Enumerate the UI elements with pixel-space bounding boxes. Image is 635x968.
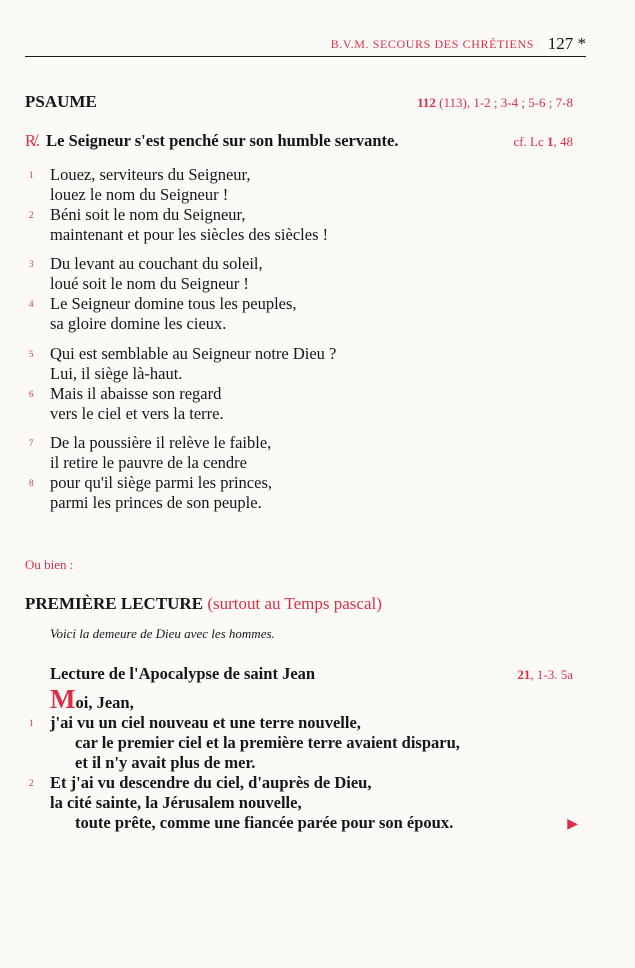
psalm-line-text: maintenant et pour les siècles des siècles ! — [50, 225, 329, 244]
verse-number: 3 — [29, 259, 34, 269]
psalm-line — [25, 384, 585, 404]
psalm-heading: PSAUME — [25, 92, 97, 111]
reading-text — [25, 684, 585, 833]
psalm-reference — [417, 95, 573, 111]
reading-season: (surtout au Temps pascal) — [203, 594, 382, 613]
psalm-line — [25, 493, 585, 513]
psalm-line — [25, 453, 585, 473]
reading-line-text: toute prête, comme une fiancée parée pour son époux. — [75, 813, 454, 832]
psalm-line — [25, 473, 585, 493]
alternative-label: Ou bien : — [25, 557, 74, 572]
reading-line-text: Et j'ai vu descendre du ciel, d'auprès de Dieu, — [50, 773, 372, 792]
psalm-line — [25, 404, 585, 424]
psalm-line-text: sa gloire domine les cieux. — [50, 314, 227, 333]
reading-line — [25, 813, 585, 833]
refrain-text: Le Seigneur s'est penché sur son humble servante. — [46, 131, 399, 150]
refrain-ref-chapter: 1 — [547, 134, 554, 149]
refrain-ref-verse: , 48 — [553, 134, 573, 149]
psalm-line — [25, 254, 585, 274]
psalm-line-text: pour qu'il siège parmi les princes, — [50, 473, 273, 492]
psalm-line — [25, 185, 585, 205]
reading-line — [25, 684, 585, 714]
reading-line-text: oi, Jean, — [75, 693, 134, 712]
psalm-line — [25, 225, 585, 245]
psalm-line — [25, 205, 585, 225]
reading-heading — [25, 594, 382, 614]
reading-line — [25, 733, 585, 753]
verse-number: 2 — [29, 210, 34, 220]
psalm-line-text: il retire le pauvre de la cendre — [50, 453, 247, 472]
verse-number: 2 — [29, 778, 34, 788]
reading-line-text: j'ai vu un ciel nouveau et une terre nouvelle, — [50, 713, 361, 732]
psalm-stanza — [25, 165, 585, 245]
verse-number: 6 — [29, 389, 34, 399]
running-header — [25, 30, 586, 57]
psalm-line — [25, 165, 585, 185]
psalm-line-text: De la poussière il relève le faible, — [50, 433, 272, 452]
psalm-line-text: Louez, serviteurs du Seigneur, — [50, 165, 251, 184]
psalm-line-text: Le Seigneur domine tous les peuples, — [50, 294, 297, 313]
psalm-stanza — [25, 433, 585, 513]
verse-number: 4 — [29, 299, 34, 309]
verse-number: 1 — [29, 170, 34, 180]
verse-number: 7 — [29, 438, 34, 448]
psalm-line — [25, 344, 585, 364]
psalm-line-text: Du levant au couchant du soleil, — [50, 254, 263, 273]
psalm-line — [25, 433, 585, 453]
reading-verses: , 1-3. 5a — [530, 667, 573, 682]
psalm-line-text: Qui est semblable au Seigneur notre Dieu ? — [50, 344, 337, 363]
reading-chapter: 21 — [517, 667, 531, 682]
psalm-number: 112 — [417, 95, 436, 110]
drop-cap: M — [50, 684, 76, 714]
refrain-reference — [513, 134, 573, 150]
psalm-line-text: parmi les princes de son peuple. — [50, 493, 262, 512]
reading-line — [25, 753, 585, 773]
verse-number: 8 — [29, 478, 34, 488]
reading-line-text: la cité sainte, la Jérusalem nouvelle, — [50, 793, 302, 812]
psalm-line — [25, 294, 585, 314]
reading-line — [25, 773, 585, 793]
reading-line — [25, 793, 585, 813]
psalm-line — [25, 314, 585, 334]
page-number: 127 * — [547, 34, 586, 53]
psalm-line — [25, 274, 585, 294]
continue-arrow-icon: ▶ — [567, 817, 578, 832]
reading-line-text: car le premier ciel et la première terre avaient disparu, — [75, 733, 460, 752]
reading-reference — [517, 667, 573, 683]
psalm-verses: (113), 1-2 ; 3-4 ; 5-6 ; 7-8 — [435, 95, 573, 110]
psalm-stanza — [25, 254, 585, 334]
psalm-line-text: Béni soit le nom du Seigneur, — [50, 205, 246, 224]
running-title: B.V.M. SECOURS DES CHRÉTIENS — [330, 37, 534, 51]
psalm-stanza — [25, 344, 585, 424]
psalm-line — [25, 364, 585, 384]
refrain — [25, 131, 573, 151]
response-symbol: R̸. — [25, 131, 41, 150]
reading-title: PREMIÈRE LECTURE — [25, 594, 204, 613]
refrain-ref-book: cf. Lc — [513, 134, 547, 149]
psalm-line-text: loué soit le nom du Seigneur ! — [50, 274, 249, 293]
psalm-line-text: vers le ciel et vers la terre. — [50, 404, 224, 423]
verse-number: 1 — [29, 718, 34, 728]
psalm-line-text: louez le nom du Seigneur ! — [50, 185, 229, 204]
verse-number: 5 — [29, 349, 34, 359]
reading-book: Lecture de l'Apocalypse de saint Jean — [50, 664, 316, 683]
psalm-line-text: Mais il abaisse son regard — [50, 384, 222, 403]
reading-line — [25, 713, 585, 733]
reading-subtitle: Voici la demeure de Dieu avec les hommes. — [50, 626, 275, 641]
reading-line-text: et il n'y avait plus de mer. — [75, 753, 256, 772]
psalm-line-text: Lui, il siège là-haut. — [50, 364, 183, 383]
